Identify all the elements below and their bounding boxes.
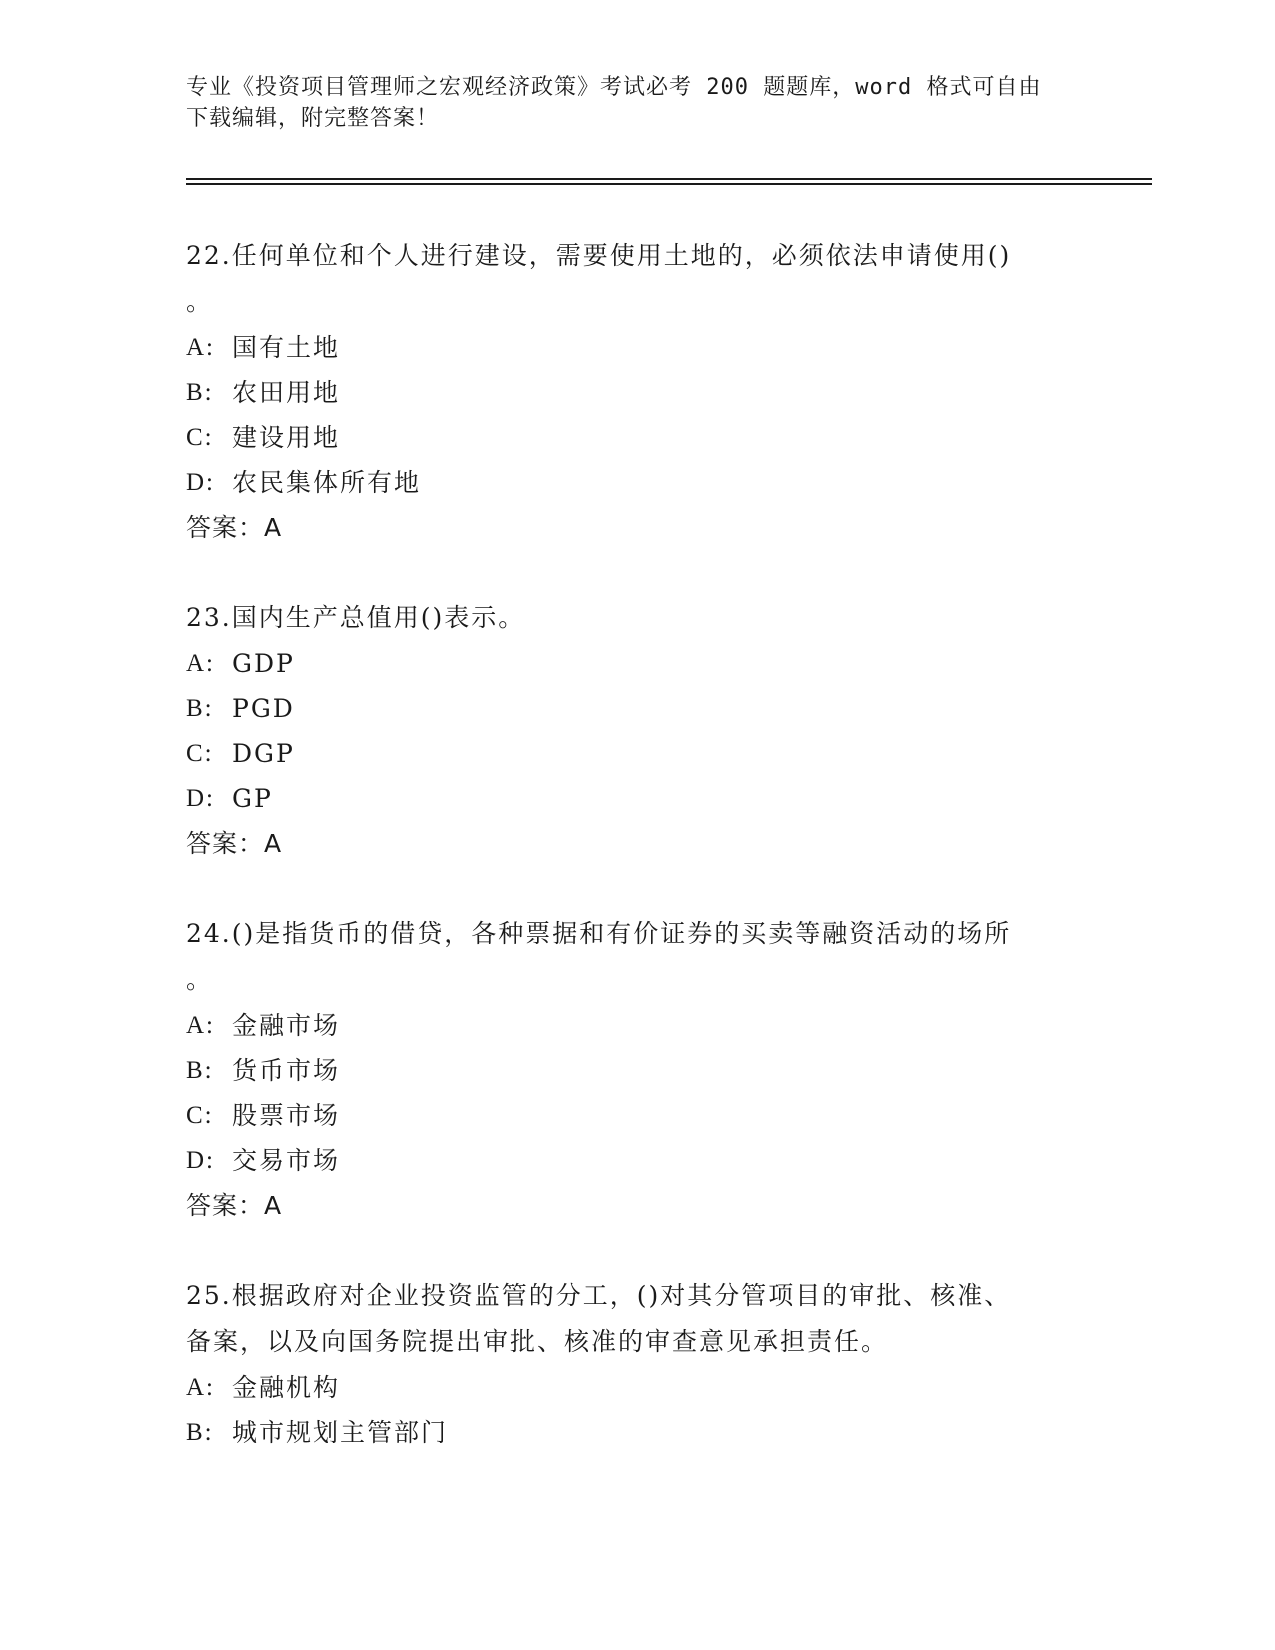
document-header [186,72,1066,134]
option-text: 农民集体所有地 [232,468,422,497]
option-key: C: [186,740,214,767]
question-line: 25.根据政府对企业投资监管的分工，()对其分管项目的审批、核准、 [186,1281,1012,1310]
option-c [186,415,1086,460]
question-25 [186,1273,1086,1455]
question-22 [186,233,1086,551]
question-line: 备案，以及向国务院提出审批、核准的审查意见承担责任。 [186,1327,889,1356]
question-line: 22.任何单位和个人进行建设，需要使用土地的，必须依法申请使用() [186,241,1012,270]
option-b [186,370,1086,415]
question-24 [186,911,1086,1229]
answer-line: 答案：A [186,829,283,858]
option-text: 建设用地 [232,423,341,452]
option-text: 城市规划主管部门 [232,1418,449,1447]
option-a [186,325,1086,370]
option-b [186,1048,1086,1093]
header-line-1: 专业《投资项目管理师之宏观经济政策》考试必考 200 题题库，word 格式可自由 [186,75,1042,100]
option-text: 交易市场 [232,1146,341,1175]
question-text [186,1273,1086,1365]
option-text: PGD [232,694,295,723]
option-a [186,1003,1086,1048]
option-key: B: [186,379,214,406]
option-d [186,1138,1086,1183]
option-key: B: [186,1419,214,1446]
question-23 [186,595,1086,867]
option-text: 国有土地 [232,333,341,362]
question-text [186,595,1086,641]
question-line: 。 [186,965,214,994]
question-line: 24.()是指货币的借贷，各种票据和有价证券的买卖等融资活动的场所 [186,919,1012,948]
option-key: D: [186,1147,215,1174]
option-key: A: [186,1374,215,1401]
option-key: C: [186,424,214,451]
question-line: 。 [186,287,214,316]
option-key: B: [186,1057,214,1084]
option-key: A: [186,650,215,677]
option-d [186,460,1086,505]
option-key: A: [186,334,215,361]
answer-line: 答案：A [186,1191,283,1220]
option-key: D: [186,469,215,496]
option-text: 货币市场 [232,1056,341,1085]
option-text: 金融市场 [232,1011,341,1040]
option-text: 金融机构 [232,1373,341,1402]
option-a [186,1365,1086,1410]
option-b [186,1410,1086,1455]
question-text [186,911,1086,1003]
option-key: A: [186,1012,215,1039]
option-text: GP [232,784,273,813]
option-c [186,731,1086,776]
header-line-2: 下载编辑，附完整答案！ [186,106,440,131]
header-divider-bottom [186,183,1152,185]
option-text: 农田用地 [232,378,341,407]
option-text: GDP [232,649,295,678]
option-d [186,776,1086,821]
question-text [186,233,1086,325]
option-text: DGP [232,739,295,768]
question-list [186,233,1086,1499]
option-text: 股票市场 [232,1101,341,1130]
option-key: D: [186,785,215,812]
question-line: 23.国内生产总值用()表示。 [186,603,526,632]
answer-line: 答案：A [186,513,283,542]
header-divider-top [186,178,1152,180]
option-key: C: [186,1102,214,1129]
option-a [186,641,1086,686]
option-b [186,686,1086,731]
option-key: B: [186,695,214,722]
option-c [186,1093,1086,1138]
